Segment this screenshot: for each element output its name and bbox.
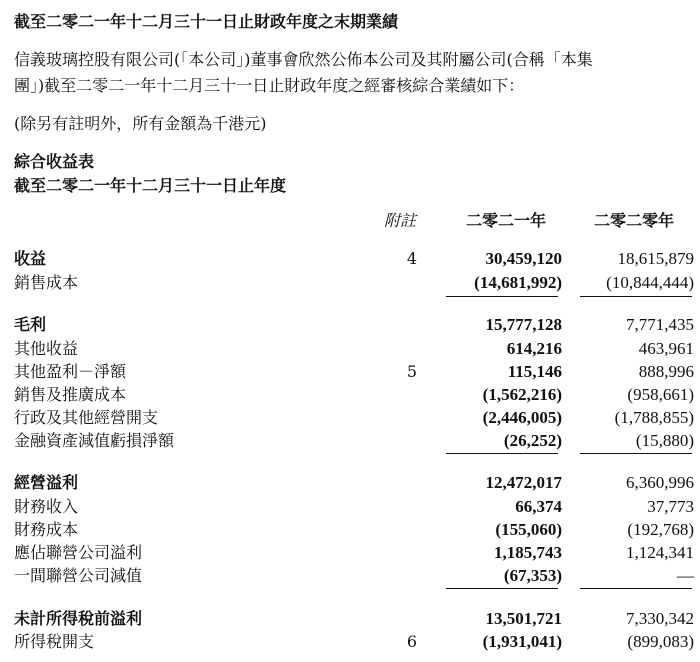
column-header-2021: 二零二一年	[466, 211, 547, 230]
value-2020: 7,771,435	[626, 315, 694, 334]
table-row	[14, 542, 700, 564]
value-2020: 1,124,341	[626, 543, 694, 562]
intro-paragraph-line-2: 團」)截至二零二一年十二月三十一日止財政年度之經審核綜合業績如下：	[14, 76, 525, 95]
value-2021: 66,374	[515, 497, 562, 516]
value-2021: 12,472,017	[485, 473, 562, 492]
row-label: 其他盈利－淨額	[14, 362, 127, 381]
subtotal-rule	[580, 296, 692, 297]
table-row	[14, 631, 700, 653]
row-label: 銷售成本	[14, 273, 79, 292]
value-2020: 37,773	[647, 497, 694, 516]
table-row	[14, 338, 700, 360]
statement-title: 綜合收益表	[14, 152, 95, 171]
subtotal-rule	[580, 588, 692, 589]
row-note: 6	[406, 632, 418, 651]
value-2020: (1,788,855)	[614, 408, 694, 427]
value-2020: 18,615,879	[617, 249, 694, 268]
value-2021: (1,562,216)	[482, 385, 562, 404]
subtotal-rule	[446, 588, 558, 589]
value-2020: 888,996	[638, 362, 694, 381]
value-2020: (192,768)	[627, 520, 694, 539]
currency-note: (除另有註明外，所有金額為千港元)	[14, 114, 267, 133]
row-note: 5	[406, 362, 418, 381]
value-2021: (1,931,041)	[482, 632, 562, 651]
column-header-note: 附註	[384, 211, 417, 230]
row-label: 金融資產減值虧損淨額	[14, 431, 175, 450]
value-2021: 13,501,721	[485, 609, 562, 628]
row-label: 所得稅開支	[14, 632, 95, 651]
intro-paragraph-line-1: 信義玻璃控股有限公司(「本公司」)董事會欣然公佈本公司及其附屬公司(合稱「本集	[14, 50, 593, 69]
value-2020: (15,880)	[635, 431, 694, 450]
table-row	[14, 472, 700, 494]
value-2020: (958,661)	[627, 385, 694, 404]
column-header-2020: 二零二零年	[594, 211, 675, 230]
table-row	[14, 407, 700, 429]
row-label: 經營溢利	[14, 473, 79, 492]
row-label: 一間聯營公司減值	[14, 566, 143, 585]
table-row	[14, 430, 700, 452]
value-2021: (67,353)	[503, 566, 562, 585]
row-label: 應佔聯營公司溢利	[14, 543, 143, 562]
row-label: 財務成本	[14, 520, 79, 539]
row-label: 行政及其他經營開支	[14, 408, 159, 427]
value-2020: —	[677, 566, 694, 585]
value-2021: 1,185,743	[494, 543, 562, 562]
table-row	[14, 608, 700, 630]
row-label: 其他收益	[14, 339, 79, 358]
row-label: 銷售及推廣成本	[14, 385, 127, 404]
table-row	[14, 248, 700, 270]
value-2021: 115,146	[507, 362, 562, 381]
announcement-heading: 截至二零二一年十二月三十一日止財政年度之末期業績	[14, 12, 399, 31]
row-label: 毛利	[14, 315, 47, 334]
row-label: 財務收入	[14, 497, 79, 516]
row-label: 未計所得稅前溢利	[14, 609, 143, 628]
value-2021: 15,777,128	[485, 315, 562, 334]
value-2020: 6,360,996	[626, 473, 694, 492]
statement-period: 截至二零二一年十二月三十一日止年度	[14, 176, 287, 195]
value-2020: 463,961	[638, 339, 694, 358]
subtotal-rule	[580, 453, 692, 454]
value-2021: (26,252)	[503, 431, 562, 450]
value-2021: 30,459,120	[485, 249, 562, 268]
value-2021: (14,681,992)	[474, 273, 562, 292]
table-row	[14, 565, 700, 587]
table-row	[14, 384, 700, 406]
value-2021: 614,216	[506, 339, 562, 358]
row-note: 4	[406, 249, 418, 268]
table-row	[14, 314, 700, 336]
value-2020: 7,330,342	[626, 609, 694, 628]
table-row	[14, 519, 700, 541]
value-2020: (899,083)	[627, 632, 694, 651]
value-2021: (2,446,005)	[482, 408, 562, 427]
value-2021: (155,060)	[495, 520, 562, 539]
subtotal-rule	[446, 296, 558, 297]
row-label: 收益	[14, 249, 47, 268]
subtotal-rule	[446, 453, 558, 454]
table-row	[14, 361, 700, 383]
value-2020: (10,844,444)	[606, 273, 694, 292]
table-row	[14, 496, 700, 518]
table-row	[14, 272, 700, 294]
